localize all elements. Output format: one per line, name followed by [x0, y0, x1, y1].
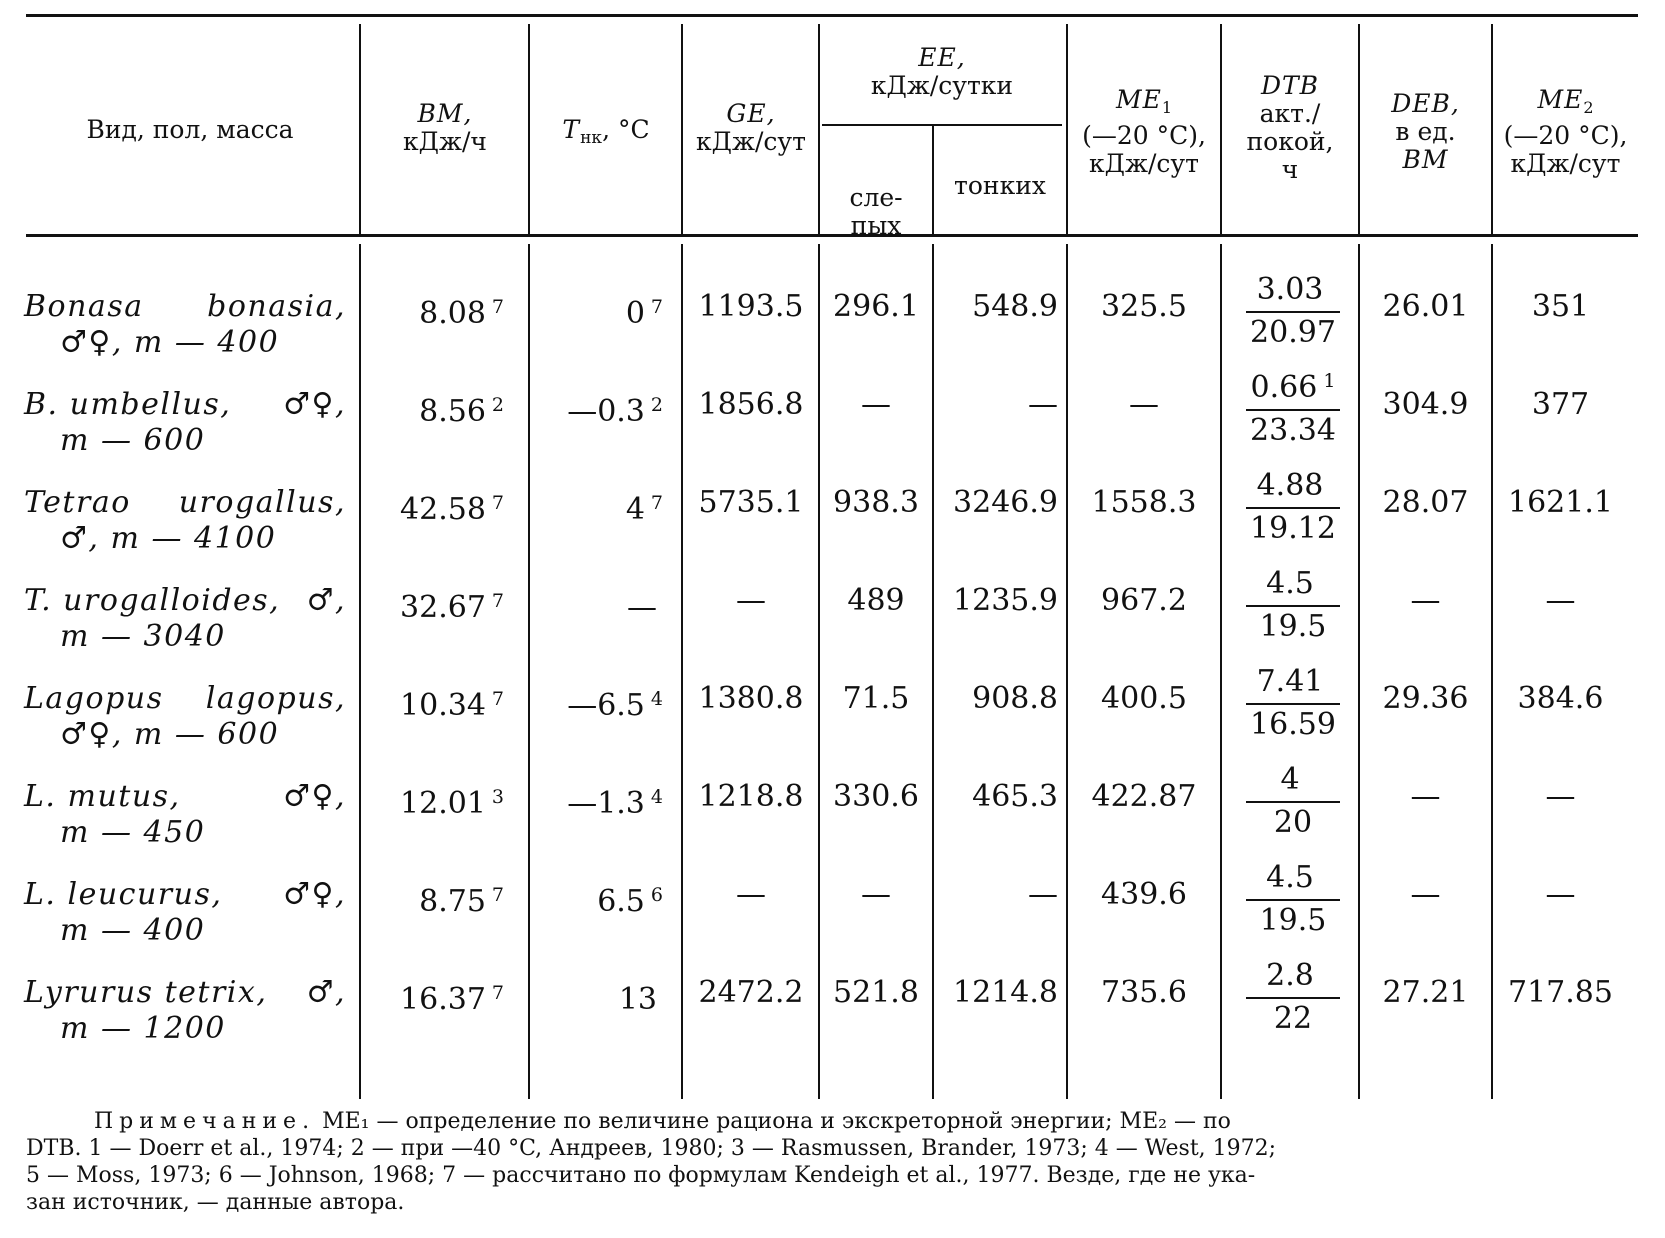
table-note	[26, 1108, 1638, 1216]
ge-value: 5735.1	[698, 485, 804, 520]
body-rule-9	[1491, 244, 1493, 1099]
me1-value: 400.5	[1101, 681, 1187, 716]
bm-value: 12.01 $^3$	[400, 786, 504, 821]
ee-blind-value: 489	[847, 583, 905, 618]
me2-value: —	[1545, 779, 1576, 814]
dtb-fraction	[1246, 560, 1340, 644]
dtb-rest: 22	[1273, 1001, 1313, 1036]
ee-thin-value: 908.8	[972, 681, 1058, 716]
body-rule-3	[681, 244, 683, 1099]
me1-value: —	[1129, 387, 1159, 422]
fraction-bar	[1246, 997, 1340, 999]
me2-value: 1621.1	[1508, 485, 1613, 520]
dtb-rest: 20.97	[1250, 315, 1336, 350]
header-tnk: $T_{нк}$, °C	[562, 115, 650, 148]
ge-value: 1380.8	[698, 681, 804, 716]
deb-value: —	[1410, 779, 1441, 814]
dtb-fraction	[1246, 854, 1340, 938]
header-ee-blind: сле- пых	[849, 183, 903, 240]
species-line-1: Tetrao urogallus,	[24, 485, 346, 520]
tnk-value: 13	[618, 982, 657, 1017]
deb-value: 28.07	[1382, 485, 1469, 520]
note-line-3: 5 — Moss, 1973; 6 — Johnson, 1968; 7 — рассчитано по формулам Kendeigh et al., 1977. Везде, где не ука-	[26, 1163, 1256, 1188]
ee-thin-value: 1214.8	[953, 975, 1058, 1010]
ee-thin-value: —	[1028, 877, 1058, 912]
ge-value: 1193.5	[698, 289, 804, 324]
ee-thin-value: 3246.9	[953, 485, 1058, 520]
deb-value: 27.21	[1382, 975, 1469, 1010]
body-rule-7	[1220, 244, 1222, 1099]
dtb-rest: 19.12	[1250, 511, 1336, 546]
dtb-fraction	[1246, 756, 1340, 840]
header-me1: $ME_1$ (—20 °C), кДж/сут	[1082, 85, 1206, 178]
deb-value: 304.9	[1382, 387, 1469, 422]
dtb-fraction	[1246, 952, 1340, 1036]
species-line-1: L. mutus, ♂♀,	[24, 779, 346, 814]
me2-value: —	[1545, 877, 1576, 912]
bm-value: 32.67 $^7$	[400, 590, 504, 625]
ge-value: 1856.8	[698, 387, 804, 422]
me1-value: 325.5	[1101, 289, 1187, 324]
dtb-active: 4.88	[1256, 468, 1324, 503]
col-rule-3	[681, 24, 683, 234]
bm-value: 8.08 $^7$	[419, 296, 504, 331]
tnk-value: —0.3 $^2$	[567, 394, 663, 429]
species-line-2: m — 600	[60, 423, 206, 458]
ee-blind-value: 938.3	[833, 485, 919, 520]
note-line-2: DTB. 1 — Doerr et al., 1974; 2 — при —40 °C, Андреев, 1980; 3 — Rasmussen, Brander, 1973; 4 — West, 1972;	[26, 1136, 1277, 1161]
species-line-1: L. leucurus, ♂♀,	[24, 877, 346, 912]
dtb-rest: 19.5	[1259, 609, 1327, 644]
ge-value: 2472.2	[698, 975, 804, 1010]
dtb-fraction	[1246, 462, 1340, 546]
fraction-bar	[1246, 311, 1340, 313]
species-line-2: m — 400	[60, 913, 206, 948]
header-dtb: DTB акт./ покой, ч	[1246, 71, 1334, 184]
ee-thin-value: 548.9	[972, 289, 1058, 324]
ee-blind-value: 521.8	[833, 975, 919, 1010]
header-deb: DEB, в ед. BM	[1391, 89, 1460, 174]
tnk-value: 0 $^7$	[625, 296, 663, 331]
me1-value: 967.2	[1101, 583, 1187, 618]
ge-value: —	[736, 877, 766, 912]
me2-value: 351	[1531, 289, 1590, 324]
ee-blind-value: —	[861, 877, 891, 912]
species-line-2: ♂♀, m — 600	[60, 717, 280, 752]
dtb-active: 7.41	[1256, 664, 1324, 699]
ge-value: 1218.8	[698, 779, 804, 814]
dtb-fraction	[1246, 658, 1340, 742]
col-rule-1	[359, 24, 361, 234]
dtb-fraction	[1246, 266, 1340, 350]
body-rule-2	[528, 244, 530, 1099]
dtb-rest: 19.5	[1259, 903, 1327, 938]
ee-thin-value: 465.3	[972, 779, 1058, 814]
deb-value: —	[1410, 583, 1441, 618]
dtb-active: 4.5	[1266, 566, 1314, 601]
fraction-bar	[1246, 605, 1340, 607]
fraction-bar	[1246, 801, 1340, 803]
deb-value: 26.01	[1382, 289, 1469, 324]
body-rule-1	[359, 244, 361, 1099]
species-line-2: ♂♀, m — 400	[60, 325, 280, 360]
bm-value: 8.75 $^7$	[419, 884, 504, 919]
species-line-1: T. urogalloides, ♂,	[24, 583, 346, 618]
bm-value: 42.58 $^7$	[400, 492, 504, 527]
deb-value: 29.36	[1382, 681, 1469, 716]
species-line-1: Lyrurus tetrix, ♂,	[24, 975, 346, 1010]
tnk-value: 6.5 $^6$	[597, 884, 663, 919]
species-line-1: B. umbellus, ♂♀,	[24, 387, 346, 422]
note-label: Примечание.	[94, 1109, 316, 1134]
me2-value: 377	[1531, 387, 1590, 422]
tnk-value: —1.3 $^4$	[567, 786, 663, 821]
me2-value: 717.85	[1508, 975, 1613, 1010]
fraction-bar	[1246, 703, 1340, 705]
fraction-bar	[1246, 409, 1340, 411]
col-rule-2	[528, 24, 530, 234]
bm-value: 10.34 $^7$	[400, 688, 504, 723]
ee-blind-value: 330.6	[833, 779, 919, 814]
dtb-ref: 1	[1323, 370, 1336, 392]
note-line-4: зан источник, — данные автора.	[26, 1190, 405, 1215]
me1-value: 735.6	[1101, 975, 1187, 1010]
dtb-active: 2.8	[1266, 958, 1314, 993]
body-rule-8	[1358, 244, 1360, 1099]
header-ee-thin: тонких	[954, 171, 1046, 200]
tnk-value: 4 $^7$	[625, 492, 663, 527]
header-ee: EE, кДж/сутки	[870, 43, 1014, 100]
ee-thin-value: 1235.9	[953, 583, 1058, 618]
species-line-1: Bonasa bonasia,	[24, 289, 346, 324]
ee-blind-value: 296.1	[833, 289, 919, 324]
body-rule-6	[1066, 244, 1068, 1099]
species-line-2: m — 1200	[60, 1011, 226, 1046]
dtb-rest: 20	[1273, 805, 1313, 840]
dtb-active: 3.03	[1256, 272, 1324, 307]
dtb-active: 4	[1280, 762, 1300, 797]
header-me2: $ME_2$ (—20 °C), кДж/сут	[1503, 85, 1628, 178]
ee-header-rule	[822, 124, 1062, 126]
tnk-value: —6.5 $^4$	[567, 688, 663, 723]
me2-value: —	[1545, 583, 1576, 618]
ee-blind-value: 71.5	[842, 681, 910, 716]
dtb-active: 0.66	[1250, 370, 1318, 405]
fraction-bar	[1246, 507, 1340, 509]
ee-blind-value: —	[861, 387, 891, 422]
header-species: Вид, пол, масса	[86, 115, 294, 144]
species-line-1: Lagopus lagopus,	[24, 681, 346, 716]
bm-value: 8.56 $^2$	[419, 394, 504, 429]
deb-value: —	[1410, 877, 1441, 912]
me1-value: 1558.3	[1091, 485, 1197, 520]
bm-value: 16.37 $^7$	[400, 982, 504, 1017]
me1-value: 439.6	[1101, 877, 1187, 912]
header-ge: GE, кДж/сут	[696, 99, 806, 156]
note-line-1: ME₁ — определение по величине рациона и экскреторной энергии; ME₂ — по	[322, 1109, 1231, 1134]
ee-thin-value: —	[1028, 387, 1058, 422]
ge-value: —	[736, 583, 766, 618]
table-top-rule	[26, 14, 1638, 17]
species-line-2: m — 450	[60, 815, 206, 850]
species-line-2: ♂, m — 4100	[60, 521, 277, 556]
tnk-value: —	[627, 590, 657, 625]
body-rule-5	[932, 244, 934, 1099]
species-line-2: m — 3040	[60, 619, 226, 654]
dtb-active: 4.5	[1266, 860, 1314, 895]
dtb-rest: 23.34	[1250, 413, 1336, 448]
me1-value: 422.87	[1091, 779, 1197, 814]
dtb-rest: 16.59	[1250, 707, 1336, 742]
me2-value: 384.6	[1517, 681, 1604, 716]
body-rule-4	[818, 244, 820, 1099]
dtb-fraction	[1246, 364, 1340, 448]
header-bm: BM, кДж/ч	[403, 99, 487, 156]
fraction-bar	[1246, 899, 1340, 901]
